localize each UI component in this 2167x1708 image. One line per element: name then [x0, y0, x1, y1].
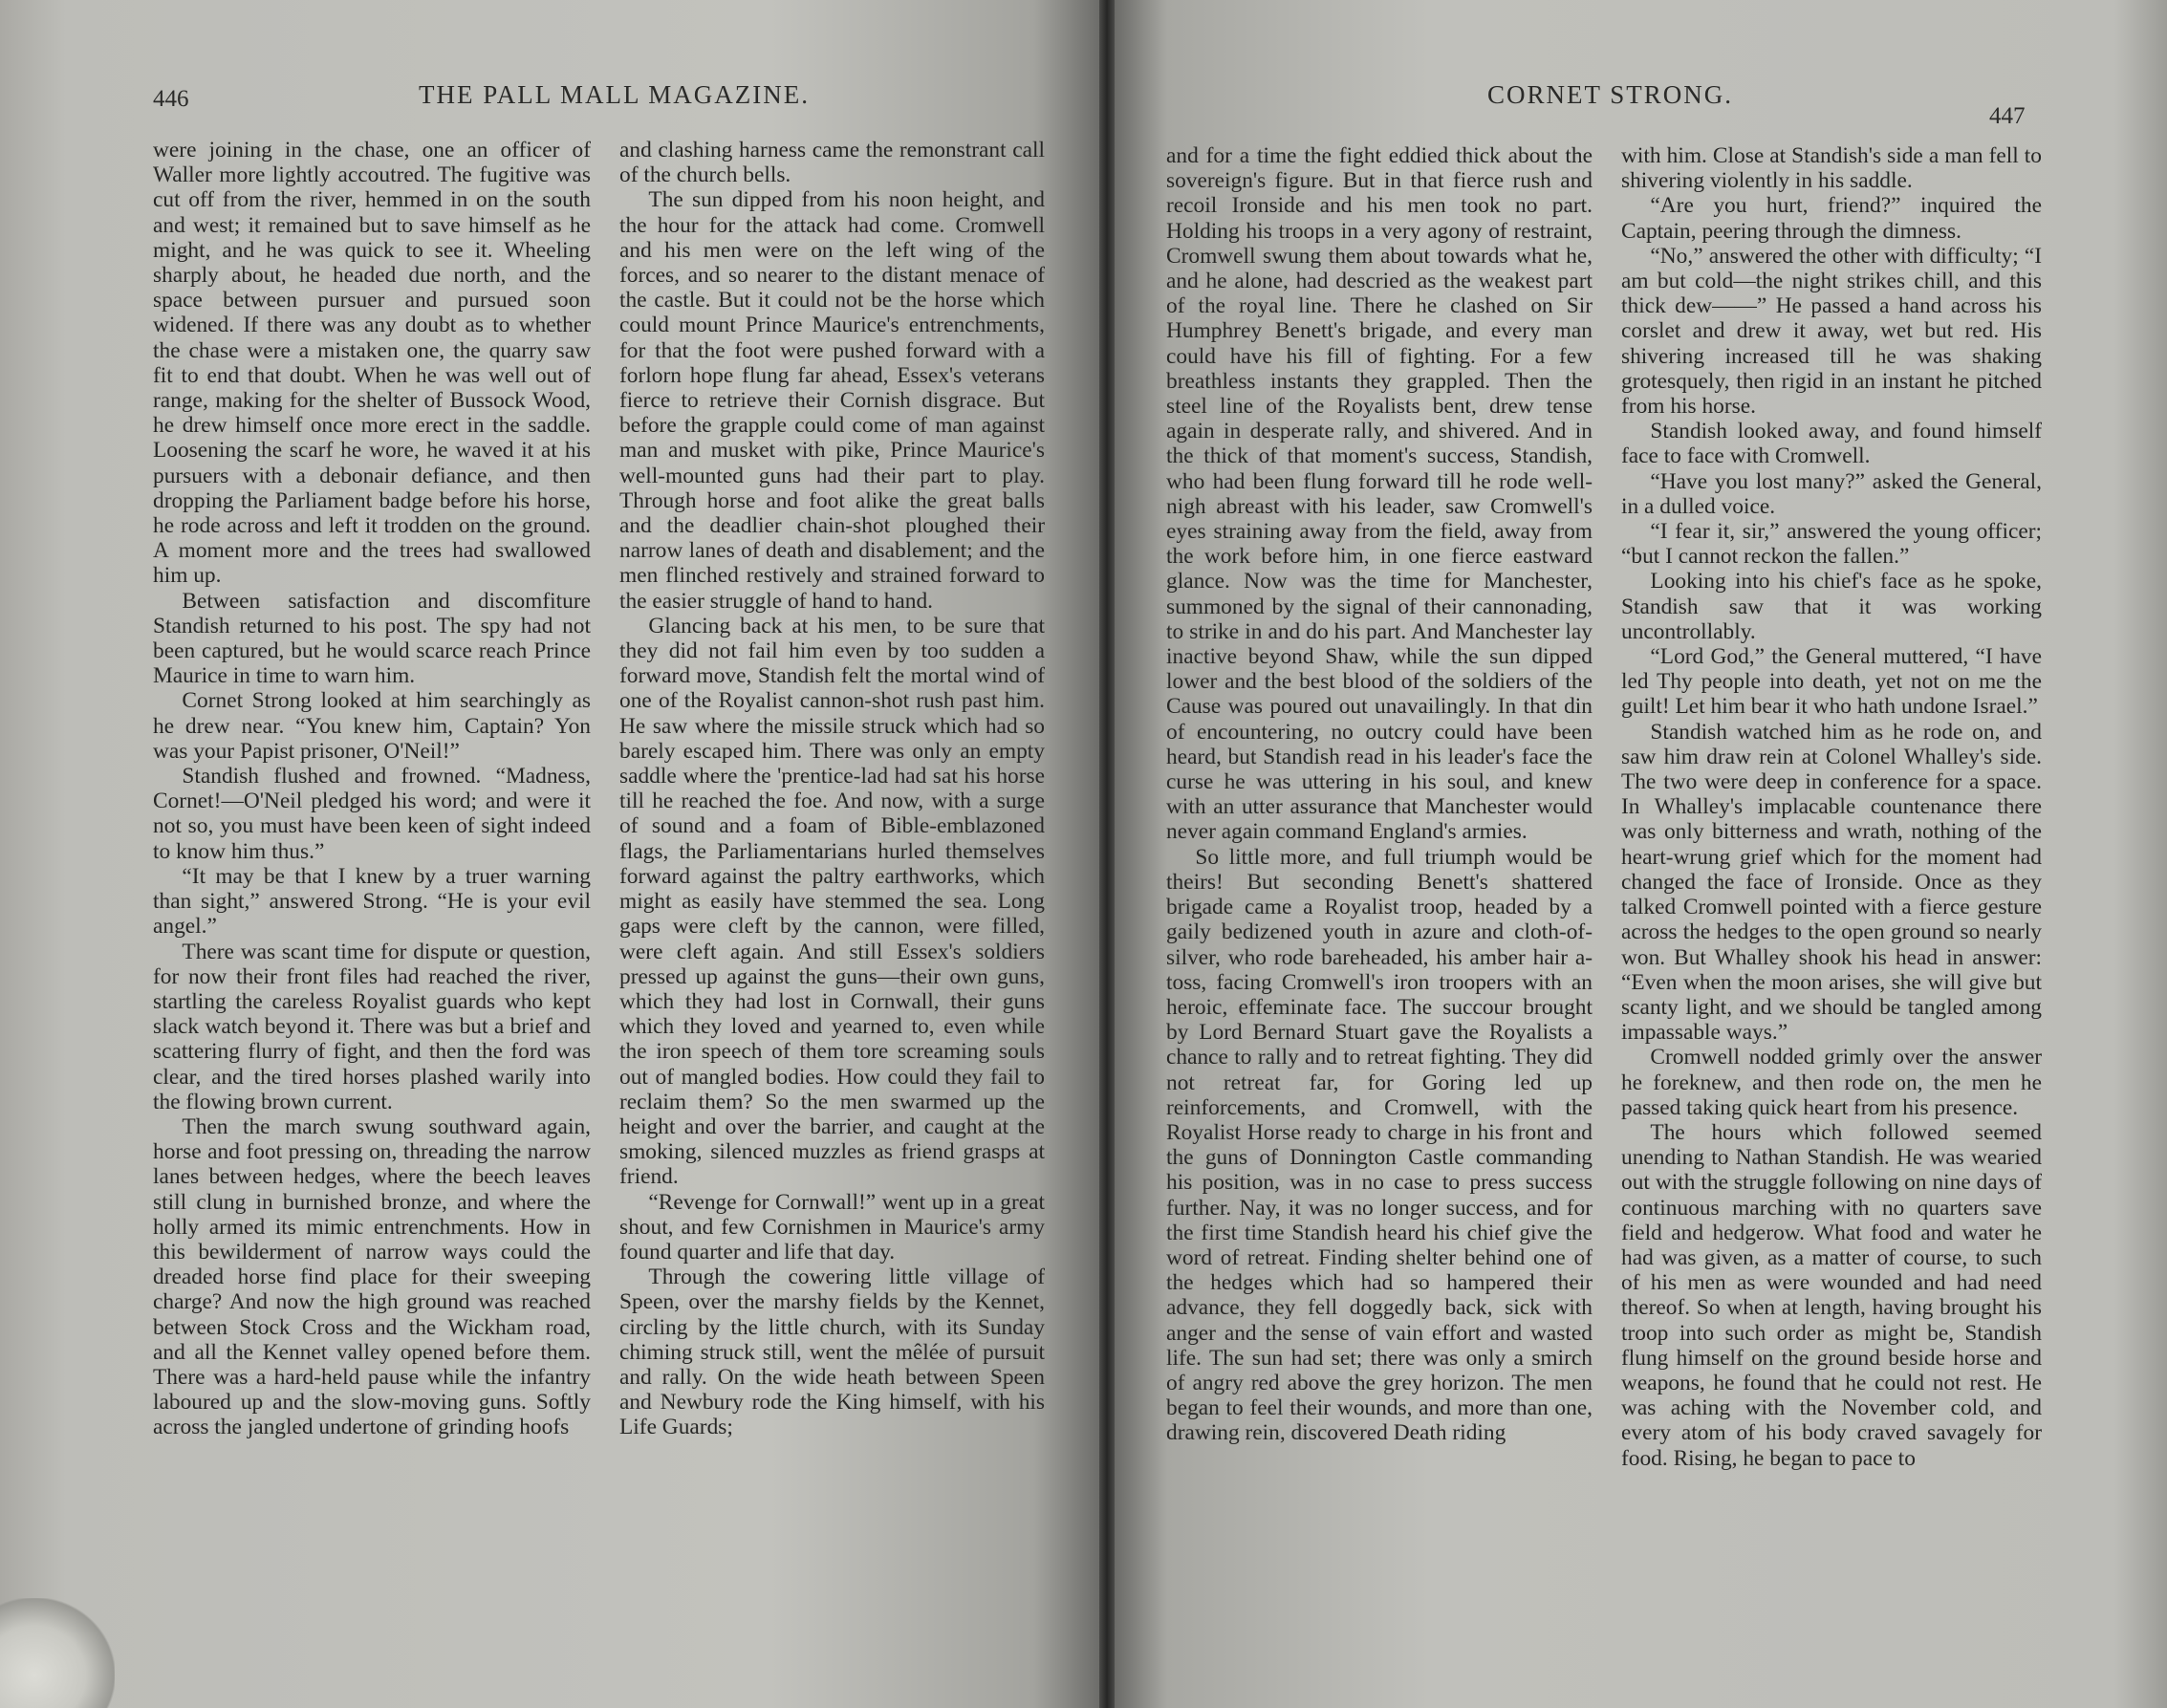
paragraph: So little more, and full triumph would be theirs! But seconding Benett's shattered brigade came a Royalist troop, headed by a gaily bedizened youth in azure and cloth-of-silver, who rode bareheaded, his amber hair a-toss, facing Cromwell's iron troopers with an heroic, effeminate face. The succour brought by Lord Bernard Stuart gave the Royalists a chance to rally and to retreat fighting. They did not retreat far, for Goring led up reinforcements, and Cromwell, with the Royalist Horse ready to charge in his front and the guns of Donnington Castle commanding his position, was in no case to press success further. Nay, it was no longer success, and for the first time Standish heard his chief give the word of retreat. Finding shelter behind one of the hedges which had so hampered their advance, they fell doggedly back, sick with anger and the sense of vain effort and wasted life. The sun had set; there was only a smirch of angry red above the grey horizon. The men began to feel their wounds, and more than one, drawing rein, discovered Death riding	[1166, 844, 1593, 1446]
left-page-column-2	[619, 138, 1045, 1600]
paragraph: Between satisfaction and discomfiture Standish returned to his post. The spy had not been captured, but he would scarce reach Prince Maurice in time to warn him.	[153, 588, 591, 689]
paragraph: with him. Close at Standish's side a man fell to shivering violently in his saddle.	[1621, 143, 2042, 194]
paragraph: “Have you lost many?” asked the General, in a dulled voice.	[1621, 468, 2042, 519]
running-head-right: CORNET STRONG.	[1487, 80, 1734, 109]
paragraph: The hours which followed seemed unending to Nathan Standish. He was wearied out with the struggle following on nine days of continuous marching with no quarters save field and hedgerow. What food and water he had was given, as a matter of course, to such of his men as were wounded and had need thereof. So when at length, having brought his troop into such order as might be, Standish flung himself on the ground beside horse and weapons, he found that he could not rest. He was aching with the November cold, and every atom of his body craved savagely for food. Rising, he began to pace to	[1621, 1119, 2042, 1471]
running-head-left: THE PALL MALL MAGAZINE.	[419, 80, 810, 109]
paragraph: Glancing back at his men, to be sure that they did not fail him even by too sudden a forward move, Standish felt the mortal wind of one of the Royalist cannon-shot rush past him. He saw where the missile struck which had so barely escaped him. There was only an empty saddle where the 'prentice-lad had sat his horse till he reached the foe. And now, with a surge of sound and a foam of Bible-emblazoned flags, the Parliamentarians hurled themselves forward against the paltry earthworks, which might as easily have stemmed the sea. Long gaps were cleft by the cannon, were filled, were cleft again. And still Essex's soldiers pressed up against the guns—their own guns, which they had lost in Cornwall, their guns which they loved and yearned to, even while the iron speech of them tore screaming souls out of mangled bodies. How could they fail to reclaim them? So the men swarmed up the height and over the barrier, and caught at the smoking, silenced muzzles as friend grasps at friend.	[619, 613, 1045, 1190]
paragraph: “Revenge for Cornwall!” went up in a great shout, and few Cornishmen in Maurice's army found quarter and life that day.	[619, 1189, 1045, 1265]
thumb-shadow	[0, 1598, 115, 1708]
page-number-left: 446	[153, 86, 189, 112]
paragraph: Through the cowering little village of Speen, over the marshy fields by the Kennet, circling by the little church, with its Sunday chiming struck still, went the mêlée of pursuit and rally. On the wide heath between Speen and Newbury rode the King himself, with his Life Guards;	[619, 1265, 1045, 1440]
paragraph: Looking into his chief's face as he spoke, Standish saw that it was working uncontrollably.	[1621, 569, 2042, 644]
paragraph: Then the march swung southward again, horse and foot pressing on, threading the narrow lanes between hedges, where the beech leaves still clung in burnished bronze, and where the holly armed its mimic entrenchments. How in this bewilderment of narrow ways could the dreaded horse find place for their sweeping charge? And now the high ground was reached between Stock Cross and the Wickham road, and all the Kennet valley opened before them. There was a hard-held pause while the infantry laboured up and the slow-moving guns. Softly across the jangled undertone of grinding hoofs	[153, 1113, 591, 1440]
paragraph: The sun dipped from his noon height, and the hour for the attack had come. Cromwell and his men were on the left wing of the forces, and so nearer to the distant menace of the castle. But it could not be the horse which could mount Prince Maurice's entrenchments, for that the foot were pushed forward with a forlorn hope flung far ahead, Essex's veterans fierce to retrieve their Cornish disgrace. But before the grapple could come of man against man and musket with pike, Prince Maurice's well-mounted guns had their part to play. Through horse and foot alike the great balls and the deadlier chain-shot ploughed their narrow lanes of death and disablement; and the men flinched restively and strained forward to the easier struggle of hand to hand.	[619, 187, 1045, 614]
paragraph: “Lord God,” the General muttered, “I have led Thy people into death, yet not on me the guilt! Let him bear it who hath undone Israel.”	[1621, 644, 2042, 720]
book-gutter	[1099, 0, 1115, 1708]
paragraph: Standish looked away, and found himself face to face with Cromwell.	[1621, 419, 2042, 469]
left-page-column-1	[153, 138, 591, 1600]
paragraph: “No,” answered the other with difficulty; “I am but cold—the night strikes chill, and this thick dew——” He passed a hand across his corslet and drew it away, wet but red. His shivering increased till he was shaking grotesquely, then rigid in an instant he pitched from his horse.	[1621, 243, 2042, 420]
paragraph: Cromwell nodded grimly over the answer he foreknew, and then rode on, the men he passed taking quick heart from his presence.	[1621, 1045, 2042, 1120]
right-page	[1115, 0, 2167, 1708]
paragraph: and clashing harness came the remonstrant call of the church bells.	[619, 138, 1045, 188]
paragraph: “I fear it, sir,” answered the young officer; “but I cannot reckon the fallen.”	[1621, 519, 2042, 570]
paragraph: “It may be that I knew by a truer warning than sight,” answered Strong. “He is your evil angel.”	[153, 863, 591, 940]
paragraph: There was scant time for dispute or question, for now their front files had reached the river, startling the careless Royalist guards who kept slack watch beyond it. There was but a brief and scattering flurry of fight, and then the ford was clear, and the tired horses plashed warily into the flowing brown current.	[153, 939, 591, 1114]
paragraph: Cornet Strong looked at him searchingly as he drew near. “You knew him, Captain? Yon was your Papist prisoner, O'Neil!”	[153, 688, 591, 764]
paragraph: Standish flushed and frowned. “Madness, Cornet!—O'Neil pledged his word; and were it not so, you must have been keen of sight indeed to know him thus.”	[153, 764, 591, 864]
paragraph: Standish watched him as he rode on, and saw him draw rein at Colonel Whalley's side. The two were deep in conference for a space. In Whalley's implacable countenance there was only bitterness and wrath, nothing of the heart-wrung grief which for the moment had changed the face of Ironside. Once as they talked Cromwell pointed with a fierce gesture across the hedges to the open ground so nearly won. But Whalley shook his head in answer: “Even when the moon arises, she will give but scanty light, and we should be tangled among impassable ways.”	[1621, 719, 2042, 1046]
right-page-column-2	[1621, 143, 2042, 1606]
paragraph: “Are you hurt, friend?” inquired the Captain, peering through the dimness.	[1621, 193, 2042, 244]
paragraph: were joining in the chase, one an officer of Waller more lightly accoutred. The fugitive was cut off from the river, hemmed in on the south and west; it remained but to save himself as he might, and he was quick to see it. Wheeling sharply about, he headed due north, and the space between pursuer and pursued soon widened. If there was any doubt as to whether the chase were a mistaken one, the quarry saw fit to end that doubt. When he was well out of range, making for the shelter of Bussock Wood, he drew himself once more erect in the saddle. Loosening the scarf he wore, he waved it at his pursuers with a debonair defiance, and then dropping the Parliament badge before his horse, he rode across and left it trodden on the ground. A moment more and the trees had swallowed him up.	[153, 138, 591, 589]
right-page-column-1	[1166, 143, 1593, 1606]
page-number-right: 447	[1989, 103, 2026, 129]
paragraph: and for a time the fight eddied thick about the sovereign's figure. But in that fierce rush and recoil Ironside and his men took no part. Holding his troops in a very agony of restraint, Cromwell swung them about towards what he, and he alone, had descried as the weakest part of the royal line. There he clashed on Sir Humphrey Benett's brigade, and every man could have his fill of fighting. For a few breathless instants they grappled. Then the steel line of the Royalists bent, drew tense again in desperate rally, and shivered. And in the thick of that moment's success, Standish, who had been flung forward till he rode well-nigh abreast with his leader, saw Cromwell's eyes straining away from the field, away from the work before him, in one fierce eastward glance. Now was the time for Manchester, summoned by the signal of their cannonading, to strike in and do his part. And Manchester lay inactive beyond Shaw, while the sun dipped lower and the best blood of the soldiers of the Cause was poured out unavailingly. In that din of encountering, no outcry could have been heard, but Standish read in his leader's face the curse he was uttering in his soul, and knew with an utter assurance that Manchester would never again command England's armies.	[1166, 143, 1593, 845]
